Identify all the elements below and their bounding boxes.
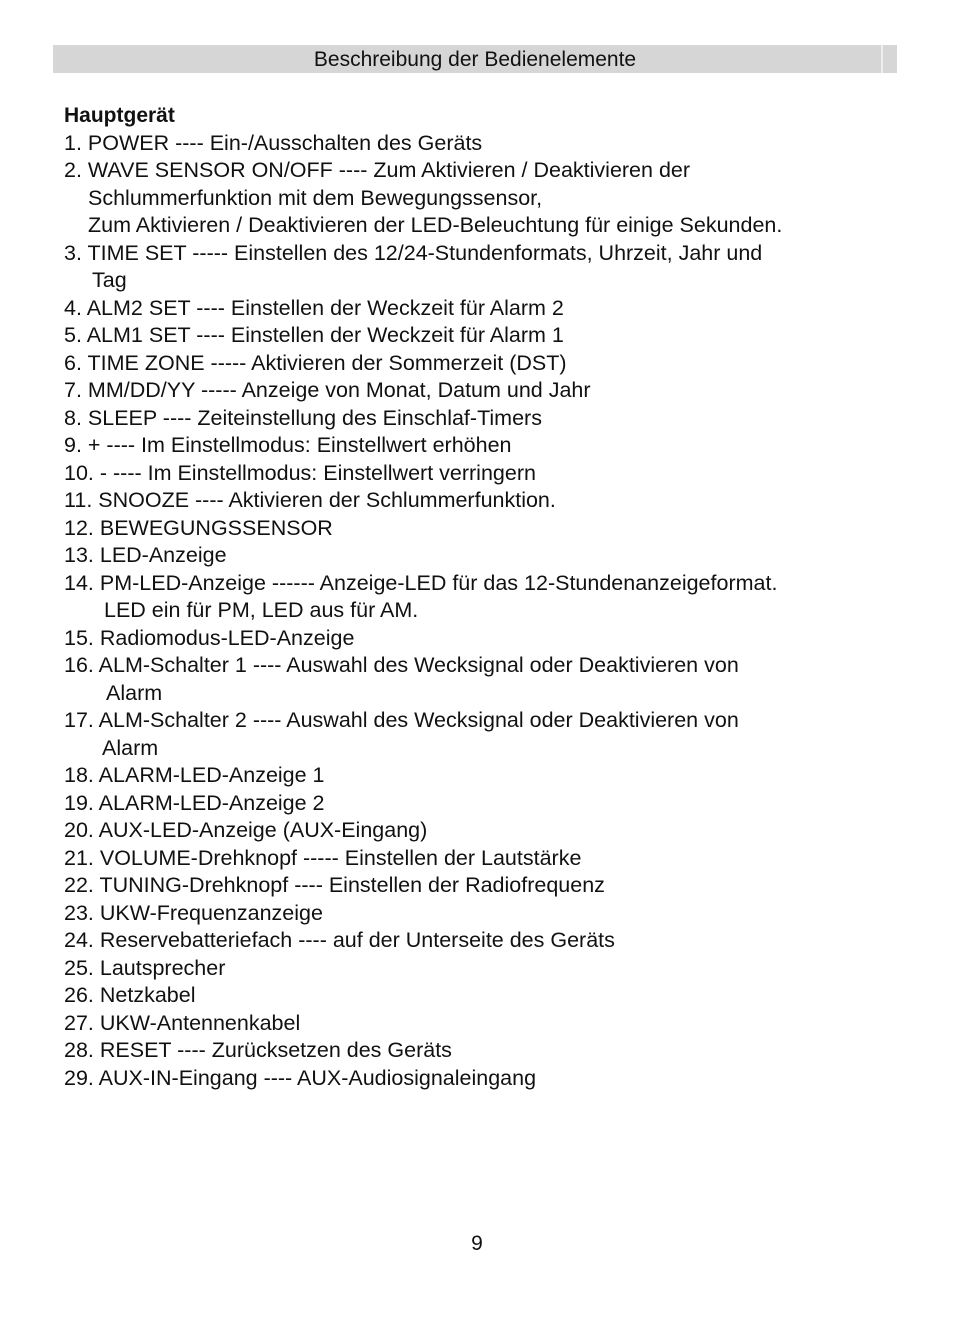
list-line: 19. ALARM-LED-Anzeige 2 xyxy=(64,790,325,815)
list-line: 14. PM-LED-Anzeige ------ Anzeige-LED für das 12-Stundenanzeigeformat. xyxy=(64,570,778,595)
section-title: Hauptgerät xyxy=(64,104,175,127)
list-line: 4. ALM2 SET ---- Einstellen der Weckzeit für Alarm 2 xyxy=(64,295,564,320)
list-line: 25. Lautsprecher xyxy=(64,955,226,980)
header-bar-divider xyxy=(881,45,883,73)
main-content xyxy=(64,102,904,1092)
list-line: 13. LED-Anzeige xyxy=(64,543,227,567)
list-line: 18. ALARM-LED-Anzeige 1 xyxy=(64,763,325,787)
list-line: 29. AUX-IN-Eingang ---- AUX-Audiosignaleingang xyxy=(64,1065,537,1090)
list-line: 28. RESET ---- Zurücksetzen des Geräts xyxy=(64,1038,452,1062)
control-description-list xyxy=(64,130,904,1093)
page-number: 9 xyxy=(471,1232,483,1255)
list-line: 12. BEWEGUNGSSENSOR xyxy=(64,515,333,540)
list-line: 23. UKW-Frequenzanzeige xyxy=(64,900,323,925)
list-line: 20. AUX-LED-Anzeige (AUX-Eingang) xyxy=(64,818,428,842)
page-header-title: Beschreibung der Bedienelemente xyxy=(313,48,637,71)
list-line: 3. TIME SET ----- Einstellen des 12/24-Stundenformats, Uhrzeit, Jahr und xyxy=(64,240,763,265)
list-line: 16. ALM-Schalter 1 ---- Auswahl des Wecksignal oder Deaktivieren von xyxy=(64,653,739,677)
list-line: 11. SNOOZE ---- Aktivieren der Schlummerfunktion. xyxy=(64,488,556,512)
list-line: Tag xyxy=(92,268,127,292)
list-line: 10. - ---- Im Einstellmodus: Einstellwert verringern xyxy=(64,460,536,485)
list-line: 27. UKW-Antennenkabel xyxy=(64,1010,301,1035)
list-line: Alarm xyxy=(106,680,163,705)
list-line: 1. POWER ---- Ein-/Ausschalten des Geräts xyxy=(64,130,483,155)
list-line: Alarm xyxy=(102,735,159,760)
list-line: 21. VOLUME-Drehknopf ----- Einstellen der Lautstärke xyxy=(64,845,582,870)
page-header-bar xyxy=(53,45,897,73)
list-line: Zum Aktivieren / Deaktivieren der LED-Beleuchtung für einige Sekunden. xyxy=(88,213,783,237)
list-line: 22. TUNING-Drehknopf ---- Einstellen der Radiofrequenz xyxy=(64,873,605,897)
list-line: 15. Radiomodus-LED-Anzeige xyxy=(64,625,355,650)
list-line: 17. ALM-Schalter 2 ---- Auswahl des Wecksignal oder Deaktivieren von xyxy=(64,708,739,732)
list-line: 6. TIME ZONE ----- Aktivieren der Sommerzeit (DST) xyxy=(64,350,567,375)
list-line: Schlummerfunktion mit dem Bewegungssensor, xyxy=(88,185,543,210)
list-line: LED ein für PM, LED aus für AM. xyxy=(104,598,419,622)
list-line: 8. SLEEP ---- Zeiteinstellung des Einschlaf-Timers xyxy=(64,405,542,430)
list-line: 7. MM/DD/YY ----- Anzeige von Monat, Datum und Jahr xyxy=(64,378,591,402)
list-line: 9. + ---- Im Einstellmodus: Einstellwert erhöhen xyxy=(64,433,512,457)
list-line: 2. WAVE SENSOR ON/OFF ---- Zum Aktivieren / Deaktivieren der xyxy=(64,158,691,182)
list-line: 26. Netzkabel xyxy=(64,983,196,1007)
list-line: 24. Reservebatteriefach ---- auf der Unterseite des Geräts xyxy=(64,928,615,952)
list-line: 5. ALM1 SET ---- Einstellen der Weckzeit für Alarm 1 xyxy=(64,323,564,347)
